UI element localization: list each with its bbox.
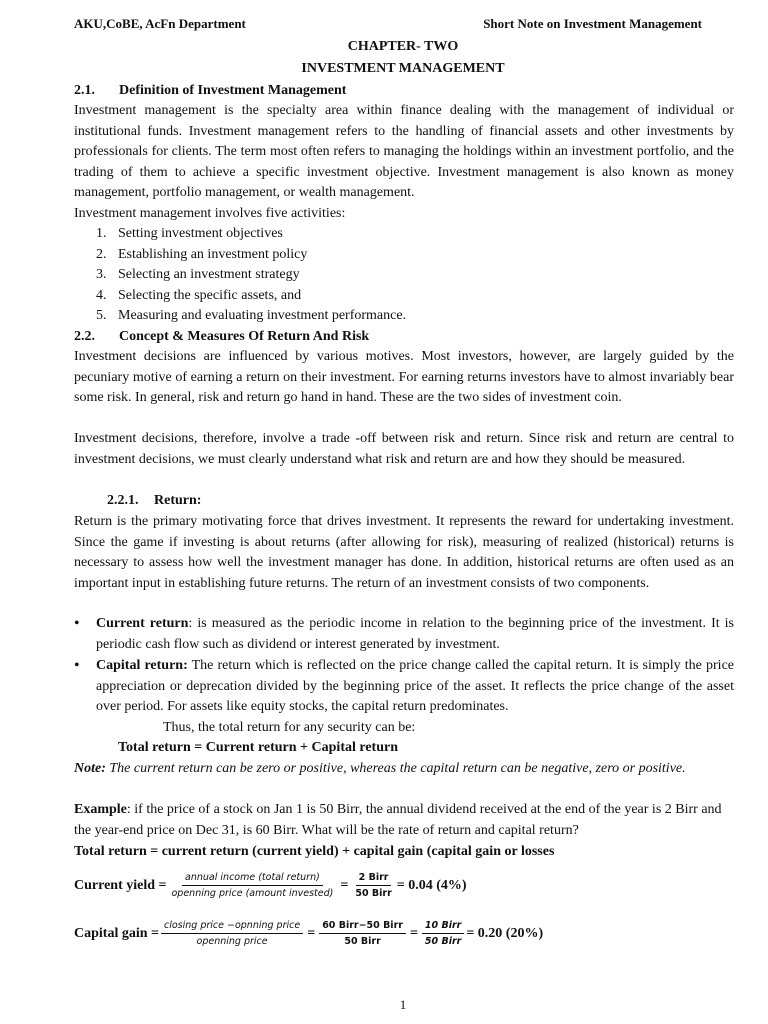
total-return-formula-2: Total return = current return (current yield) + capital gain (capital gain or losses	[74, 844, 555, 859]
section-2-1-heading	[74, 81, 734, 102]
term: Capital return:	[96, 658, 188, 673]
equation-result: = 0.20 (20%)	[466, 925, 544, 941]
section-title: Concept & Measures Of Return And Risk	[119, 329, 370, 344]
fraction: $\frac{\text{annual income (total return)}}{\text{openning price (amount invested)}}$	[171, 872, 334, 899]
activities-list	[96, 224, 406, 327]
current-yield-equation: Current yield = $\frac{\text{annual income (total return)}}{\text{openning price (amount invested)}}$ = $\frac{\text{2 Birr}}{\text{50 Birr}}$ = 0.04 (4%)	[74, 872, 467, 899]
equation-result: = 0.04 (4%)	[396, 877, 467, 893]
term: Current return	[96, 616, 189, 631]
page-number: 1	[399, 997, 407, 1012]
example: Example: if the price of a stock on Jan 1 is 50 Birr, the annual dividend received at the end of the year is 2 Birr and the year-end price on Dec 31, is 60 Birr. What will be the rate of return and capital return?	[74, 802, 722, 838]
header-right: Short Note on Investment Management	[483, 16, 702, 31]
section-title: Definition of Investment Management	[119, 83, 347, 98]
fraction: $\frac{\text{2 Birr}}{\text{50 Birr}}$	[355, 872, 392, 899]
chapter-label: CHAPTER- TWO	[347, 39, 459, 54]
fraction: $\frac{\text{60 Birr−50 Birr}}{\text{50 Birr}}$	[319, 920, 406, 947]
bullet-icon: •	[74, 657, 80, 674]
fraction: $\frac{\text{closing price −opnning price}}{\text{openning price}}$	[161, 920, 303, 947]
section-number: 2.2.1.	[107, 493, 139, 508]
section-2-1-paragraph: Investment management is the specialty area within finance dealing with the management of individual or institutional funds. Investment management refers to the handling of financial assets and other investments by professionals for clients. The term most often refers to managing the holdings within an investment portfolio, and the trading of them to achieve a specific investment objective. Investment management is also known as money management, portfolio management, or wealth management.	[74, 103, 734, 201]
bullet-icon: •	[74, 615, 80, 632]
section-title: Return:	[154, 493, 202, 508]
section-2-2-1-heading	[107, 491, 707, 512]
capital-gain-equation: Capital gain = $\frac{\text{closing price −opnning price}}{\text{openning price}}$ = $\frac{\text{60 Birr−50 Birr}}{\text{50 Birr}}$ = $\frac{\text{10 Birr}}{\text{50 Birr}}$ = 0.20 (20%)	[74, 920, 544, 947]
return-paragraph: Return is the primary motivating force that drives investment. It represents the reward for undertaking investment. Since the game if investing is about returns (after allowing for risk), measuring of realized (historical) returns is necessary to assess how well the investment manager has done. In addition, historical returns are often used as an important input in establishing future returns. The return of an investment consists of two components.	[74, 514, 734, 591]
list-item: 3. Selecting an investment strategy	[96, 267, 300, 283]
list-item: 2. Establishing an investment policy	[96, 246, 308, 262]
note: Note: The current return can be zero or positive, whereas the capital return can be negative, zero or positive.	[74, 761, 686, 776]
list-item: 4. Selecting the specific assets, and	[96, 287, 302, 303]
activities-intro: Investment management involves five activities:	[74, 206, 346, 221]
thus-line: Thus, the total return for any security can be:	[163, 720, 416, 735]
section-2-2-paragraph-2: Investment decisions, therefore, involve a trade -off between risk and return. Since risk and return are central to investment decisions, we must clearly understand what risk and return are and how they should be measured.	[74, 431, 734, 467]
chapter-title: INVESTMENT MANAGEMENT	[301, 61, 505, 76]
section-number: 2.2.	[74, 329, 95, 344]
bullet-capital-return: • Capital return: The return which is reflected on the price change called the capital return. It is simply the price appreciation or deprecation divided by the beginning price of the asset. It reflects the price change of the asset over period. For assets like equity stocks, the capital return predominates.	[74, 657, 734, 715]
equation-label: Current yield =	[74, 877, 167, 893]
header-left: AKU,CoBE, AcFn Department	[74, 16, 246, 31]
list-item: 5. Measuring and evaluating investment performance.	[96, 308, 407, 324]
section-2-2-heading	[74, 327, 734, 348]
section-2-2-paragraph-1: Investment decisions are influenced by various motives. Most investors, however, are largely guided by the pecuniary motive of earning a return on their investment. For earning returns investors have to almost invariably bear some risk. In general, risk and return go hand in hand. These are the two sides of investment coin.	[74, 349, 734, 406]
bullet-current-return: • Current return: is measured as the periodic income in relation to the beginning price of the investment. It is periodic cash flow such as dividend or interest generated by investment.	[74, 615, 735, 652]
fraction: $\frac{\text{10 Birr}}{\text{50 Birr}}$	[422, 920, 464, 947]
equation-label: Capital gain =	[74, 925, 159, 941]
section-number: 2.1.	[74, 83, 95, 98]
list-item: 1. Setting investment objectives	[96, 226, 283, 241]
total-return-formula: Total return = Current return + Capital return	[118, 740, 398, 755]
